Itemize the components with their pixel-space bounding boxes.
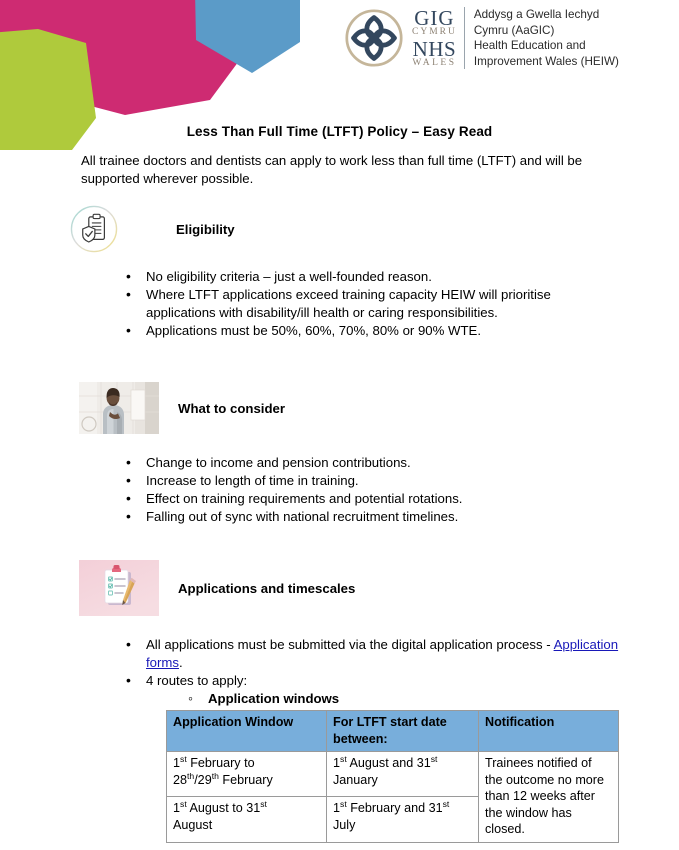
ordinal-suffix: st [180,799,187,810]
application-windows-table [166,710,619,843]
cell-text: February [218,772,273,787]
ordinal-suffix: th [187,770,195,781]
section-title-applications-and-timescales: Applications and timescales [178,580,356,596]
ordinal-suffix: st [260,799,267,810]
column-header-application-window: Application Window [167,711,327,752]
logo-gig-text: GIG [414,6,455,30]
bullet-text: 4 routes to apply: [146,673,248,688]
logo-welsh-line-1: Addysg a Gwella Iechyd [473,8,600,21]
ordinal-suffix: st [180,753,187,764]
ordinal-suffix: st [340,799,347,810]
logo-english-line-2: Improvement Wales (HEIW) [473,54,619,68]
celtic-knot-icon [340,4,408,72]
cell-text: February to [190,756,255,770]
routes-sub-list [146,690,624,708]
cell-notification: Trainees notified of the outcome no more than 12 weeks after the window has closed. [479,752,619,843]
logo-welsh-line-2: Cymru (AaGIC) [473,23,555,37]
column-header-start-date: For LTFT start date between: [327,711,479,752]
what-to-consider-bullet-list [90,454,624,526]
logo-nhs-text: NHS [412,36,457,61]
ordinal-number: 1 [173,801,181,816]
list-item: • Applications must be 50%, 60%, 70%, 80% or 90% WTE. [124,322,624,340]
clipboard-pencil-photo [79,560,159,616]
bullet-text-after: . [178,655,183,670]
clipboard-shield-check-icon [68,203,120,255]
cell-start-date-2 [327,797,479,842]
cell-text: February and 31 [346,801,443,816]
cell-text: August to 31 [189,801,261,816]
section-title-eligibility: Eligibility [176,221,235,237]
logo-organisation-name [474,7,619,69]
cell-start-date-1 [327,752,479,797]
application-forms-link[interactable]: Application forms [146,637,619,670]
list-item: • Effect on training requirements and potential rotations. [124,490,624,508]
applications-bullet-list [90,636,624,708]
heiw-nhs-wales-logo [340,2,619,74]
ordinal-number: 28 [173,772,188,787]
cell-text: January [333,772,378,787]
eligibility-bullet-list [90,268,624,340]
application-windows-table-wrapper [166,710,618,843]
list-item: • No eligibility criteria – just a well-founded reason. [124,268,624,286]
section-header-what-to-consider [79,382,285,434]
page-title: Less Than Full Time (LTFT) Policy – Easy Read [186,124,493,139]
ordinal-suffix: st [442,799,450,810]
gig-nhs-wordmark [412,8,457,68]
logo-divider [464,7,465,69]
column-header-notification: Notification [479,711,619,752]
list-item: • Falling out of sync with national recruitment timelines. [124,508,624,526]
cell-application-window-2 [167,797,327,842]
logo-cymru-text: CYMRU [412,27,457,37]
list-item: ◦ Application windows [186,690,624,708]
cell-application-window-1 [167,752,327,797]
logo-wales-text: WALES [412,57,457,68]
blue-polygon [195,0,300,73]
table-row [167,752,619,797]
list-item: • Increase to length of time in training. [124,472,624,490]
table-header-row [167,711,619,752]
person-thinking-photo [79,382,159,434]
list-item [124,672,624,708]
section-header-applications-and-timescales [79,560,355,616]
ordinal-number: 1 [333,801,341,816]
cell-text: July [333,817,356,832]
cell-text: August and 31 [346,756,431,770]
ordinal-number: 1 [173,756,181,770]
ordinal-suffix: th [211,770,219,781]
section-header-eligibility [68,203,235,255]
list-item [124,636,624,672]
logo-english-line-1: Health Education and [473,39,586,52]
ordinal-suffix: st [340,753,347,764]
cell-text: August [173,817,213,832]
ordinal-number: /29 [194,772,212,787]
intro-paragraph: All trainee doctors and dentists can apply to work less than full time (LTFT) and will be supported wherever possible. [81,153,583,186]
list-item: • Change to income and pension contributions. [124,454,624,472]
section-title-what-to-consider: What to consider [178,400,285,416]
pink-polygon [0,0,250,115]
ordinal-suffix: st [430,753,438,764]
ordinal-number: 1 [333,756,341,770]
list-item: • Where LTFT applications exceed training capacity HEIW will prioritise applications with disability/ill health or caring responsibilities. [124,286,624,322]
bullet-text-before: All applications must be submitted via the digital application process - [146,637,554,652]
